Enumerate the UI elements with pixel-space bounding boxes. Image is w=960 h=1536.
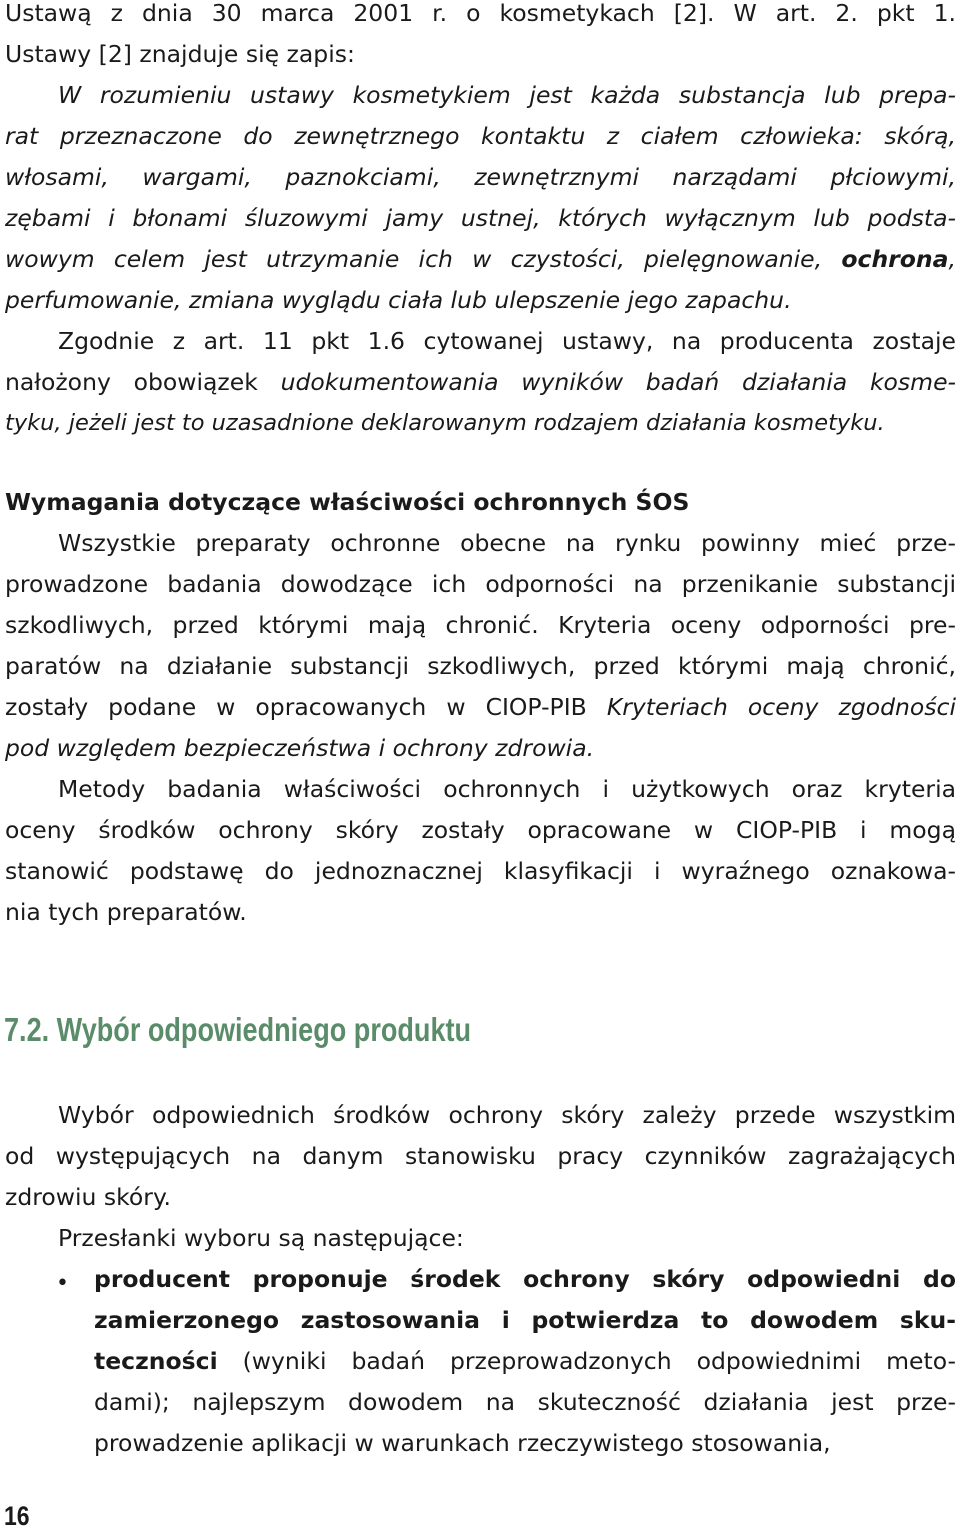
text-segment: perfumowanie, zmiana wyglądu ciała lub ulepszenie jego zapachu. — [5, 286, 792, 314]
text-segment: nałożony obowiązek — [5, 368, 281, 396]
text-line — [5, 687, 956, 728]
text-line — [5, 1136, 956, 1177]
text-line — [5, 892, 956, 933]
page-number: 16 — [4, 1501, 30, 1531]
text-segment: udokumentowania wyników badań działania kosme- — [280, 368, 957, 396]
text-line — [5, 564, 956, 605]
quote-line — [58, 75, 956, 116]
quote-line — [5, 239, 956, 280]
text-segment: zębami i błonami śluzowymi jamy ustnej, których wyłącznym lub podsta- — [5, 204, 956, 232]
text-line — [5, 362, 956, 403]
list-item-line — [94, 1341, 956, 1382]
section-title — [4, 1006, 471, 1054]
text-line — [58, 769, 956, 810]
text-segment: (wyniki badań przeprowadzonych odpowiednimi meto- — [217, 1347, 956, 1375]
text-segment: stanowić podstawę do jednoznacznej klasyfikacji i wyraźnego oznakowa- — [5, 857, 956, 885]
text-line — [5, 810, 956, 851]
text-segment: tyku, jeżeli jest to uzasadnione deklarowanym rodzajem działania kosmetyku. — [5, 410, 885, 436]
text-segment: Wybór odpowiednich środków ochrony skóry zależy przede wszystkim — [58, 1101, 956, 1129]
text-segment: rat przeznaczone do zewnętrznego kontaktu z ciałem człowieka: skórą, — [5, 122, 956, 150]
section-title-text: Wybór odpowiedniego produktu — [56, 1011, 472, 1048]
text-segment: nia tych preparatów. — [5, 898, 247, 926]
bullet-icon: • — [56, 1271, 69, 1296]
text-segment: teczności — [94, 1347, 218, 1375]
text-segment: od występujących na danym stanowisku pracy czynników zagrażających — [5, 1142, 956, 1170]
text-segment: Wszystkie preparaty ochronne obecne na rynku powinny mieć prze- — [58, 529, 956, 557]
text-segment: pod względem bezpieczeństwa i ochrony zdrowia. — [5, 734, 595, 762]
quote-line — [5, 116, 956, 157]
text-segment: zostały podane w opracowanych w CIOP-PIB — [5, 693, 607, 721]
text-segment: W rozumieniu ustawy kosmetykiem jest każda substancja lub prepa- — [58, 81, 956, 109]
list-item-line — [94, 1259, 956, 1300]
text-segment: ochrona — [841, 245, 949, 273]
text-line — [5, 1177, 956, 1218]
text-line — [5, 851, 956, 892]
text-line — [58, 523, 956, 564]
quote-line — [5, 157, 956, 198]
text-line — [5, 728, 956, 769]
text-segment: Ustawy [2] znajduje się zapis: — [5, 40, 355, 68]
text-line — [5, 34, 956, 75]
text-segment: Zgodnie z art. 11 pkt 1.6 cytowanej ustawy, na producenta zostaje — [58, 327, 956, 355]
section-number: 7.2. — [4, 1011, 50, 1048]
quote-line — [5, 280, 956, 321]
text-segment: włosami, wargami, paznokciami, zewnętrznymi narządami płciowymi, — [5, 163, 956, 191]
text-segment: Metody badania właściwości ochronnych i użytkowych oraz kryteria — [58, 775, 956, 803]
text-segment: prowadzenie aplikacji w warunkach rzeczywistego stosowania, — [94, 1429, 831, 1457]
text-line — [58, 321, 956, 362]
list-item-line — [94, 1300, 956, 1341]
text-line — [5, 646, 956, 687]
text-segment: zamierzonego zastosowania i potwierdza to dowodem sku- — [94, 1306, 956, 1334]
text-segment: oceny środków ochrony skóry zostały opracowane w CIOP-PIB i mogą — [5, 816, 956, 844]
text-line — [58, 1095, 956, 1136]
text-line — [5, 605, 956, 646]
text-segment: dami); najlepszym dowodem na skuteczność działania jest prze- — [94, 1388, 956, 1416]
text-line — [5, 0, 956, 34]
text-line — [5, 403, 956, 444]
quote-line — [5, 198, 956, 239]
text-segment: , — [948, 245, 956, 273]
text-line — [58, 1218, 956, 1259]
text-segment: zdrowiu skóry. — [5, 1183, 171, 1211]
text-segment: Przesłanki wyboru są następujące: — [58, 1224, 464, 1252]
subheading: Wymagania dotyczące właściwości ochronnych ŚOS — [5, 488, 690, 516]
text-segment: paratów na działanie substancji szkodliwych, przed którymi mają chronić, — [5, 652, 956, 680]
text-segment: prowadzone badania dowodzące ich odporności na przenikanie substancji — [5, 570, 956, 598]
text-segment: producent proponuje środek ochrony skóry odpowiedni do — [94, 1265, 956, 1293]
list-item-line — [94, 1382, 956, 1423]
text-segment: wowym celem jest utrzymanie ich w czystości, pielęgnowanie, — [5, 245, 842, 273]
text-segment: Kryteriach oceny zgodności — [606, 693, 956, 721]
list-item-line — [94, 1423, 956, 1464]
text-segment: szkodliwych, przed którymi mają chronić. Kryteria oceny odporności pre- — [5, 611, 956, 639]
text-segment: Ustawą z dnia 30 marca 2001 r. o kosmetykach [2]. W art. 2. pkt 1. — [5, 0, 956, 27]
